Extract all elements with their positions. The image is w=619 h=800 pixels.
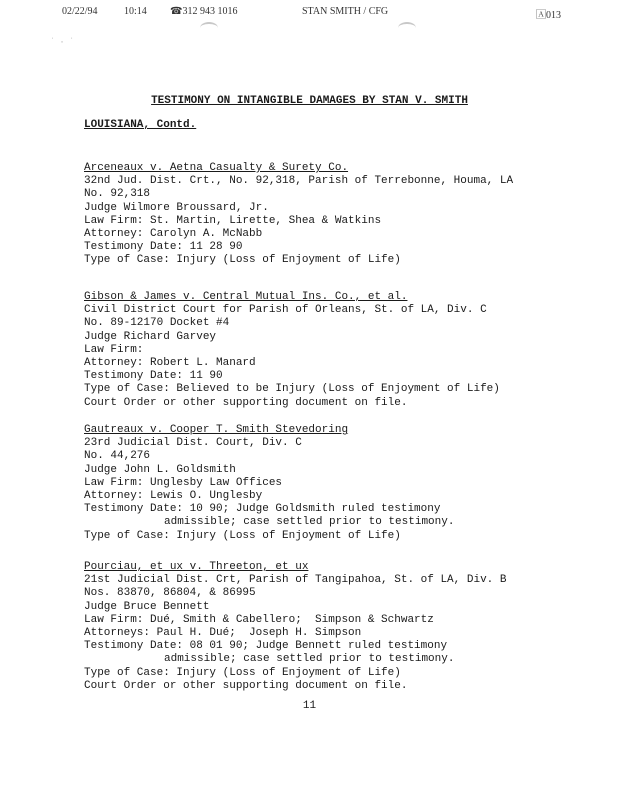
hole-punch-mark-icon	[398, 22, 416, 34]
case-type: Type of Case: Injury (Loss of Enjoyment of Life)	[84, 529, 401, 542]
case-entry	[84, 162, 513, 268]
attorney: Attorney: Carolyn A. McNabb	[84, 228, 263, 241]
case-type: Type of Case: Injury (Loss of Enjoyment of Life)	[84, 666, 401, 679]
supporting-document-note: Court Order or other supporting document on file.	[84, 396, 408, 409]
testimony-date: Testimony Date: 10 90; Judge Goldsmith ruled testimony	[84, 503, 441, 516]
testimony-date: Testimony Date: 08 01 90; Judge Bennett ruled testimony	[84, 640, 448, 653]
court-line: 23rd Judicial Dist. Court, Div. C	[84, 437, 302, 450]
case-number: No. 89-12170 Docket #4	[84, 317, 230, 330]
case-number: No. 44,276	[84, 450, 151, 463]
fax-phone: ☎312 943 1016	[170, 6, 238, 17]
case-entry	[84, 291, 500, 410]
case-name: Gautreaux v. Cooper T. Smith Stevedoring	[84, 424, 349, 436]
fax-time: 10:14	[124, 6, 147, 17]
court-line: Civil District Court for Parish of Orleans, St. of LA, Div. C	[84, 304, 487, 317]
testimony-note: admissible; case settled prior to testimony.	[164, 653, 455, 666]
fax-header	[0, 6, 619, 20]
judge: Judge John L. Goldsmith	[84, 463, 236, 476]
law-firm: Law Firm: Dué, Smith & Cabellero; Simpson & Schwartz	[84, 613, 434, 626]
testimony-note: admissible; case settled prior to testimony.	[164, 516, 455, 529]
judge: Judge Richard Garvey	[84, 330, 217, 343]
case-entry	[84, 424, 454, 543]
court-line: 21st Judicial Dist. Crt, Parish of Tangipahoa, St. of LA, Div. B	[84, 574, 507, 587]
attorney: Attorney: Lewis O. Unglesby	[84, 490, 263, 503]
case-name: Arceneaux v. Aetna Casualty & Surety Co.	[84, 162, 349, 174]
case-number: No. 92,318	[84, 188, 151, 201]
attorney: Attorney: Robert L. Manard	[84, 357, 256, 370]
case-name: Pourciau, et ux v. Threeton, et ux	[84, 561, 309, 573]
attorney: Attorneys: Paul H. Dué; Joseph H. Simpson	[84, 627, 362, 640]
law-firm: Law Firm:	[84, 343, 144, 356]
law-firm: Law Firm: St. Martin, Lirette, Shea & Watkins	[84, 214, 382, 227]
testimony-date: Testimony Date: 11 28 90	[84, 241, 243, 254]
case-name: Gibson & James v. Central Mutual Ins. Co., et al.	[84, 291, 408, 303]
judge: Judge Wilmore Broussard, Jr.	[84, 201, 269, 214]
supporting-document-note: Court Order or other supporting document on file.	[84, 679, 408, 692]
case-number: Nos. 83870, 86804, & 86995	[84, 587, 256, 600]
page-number: 11	[302, 700, 317, 712]
case-entry	[84, 561, 506, 693]
state-heading: LOUISIANA, Contd.	[84, 119, 197, 131]
law-firm: Law Firm: Unglesby Law Offices	[84, 476, 283, 489]
fax-page-counter: 🄰013	[536, 10, 561, 21]
fax-date: 02/22/94	[62, 6, 98, 17]
hole-punch-mark-icon	[200, 22, 218, 34]
judge: Judge Bruce Bennett	[84, 600, 210, 613]
court-line: 32nd Jud. Dist. Crt., No. 92,318, Parish of Terrebonne, Houma, LA	[84, 175, 514, 188]
fax-sender: STAN SMITH / CFG	[302, 6, 389, 17]
scan-specks: ˙ · ˙	[50, 38, 75, 47]
case-type: Type of Case: Believed to be Injury (Loss of Enjoyment of Life)	[84, 383, 500, 396]
document-title: TESTIMONY ON INTANGIBLE DAMAGES BY STAN V. SMITH	[151, 95, 468, 107]
case-type: Type of Case: Injury (Loss of Enjoyment of Life)	[84, 254, 401, 267]
testimony-date: Testimony Date: 11 90	[84, 370, 223, 383]
